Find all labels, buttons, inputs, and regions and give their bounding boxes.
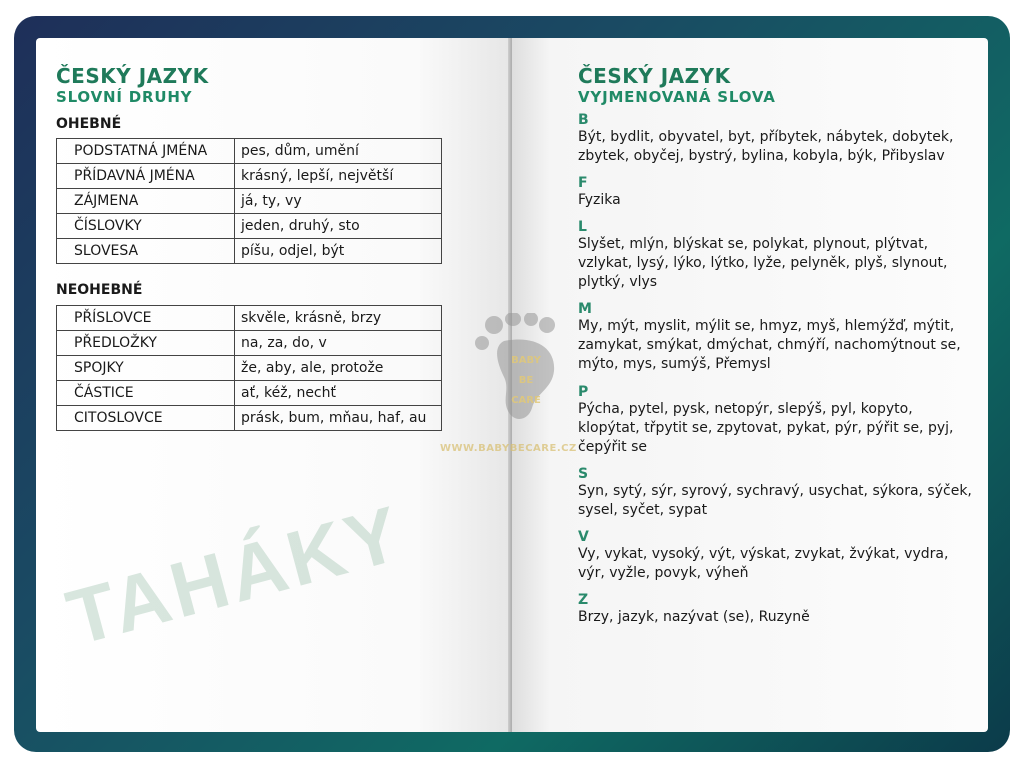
word-group	[578, 529, 978, 583]
group-letter: L	[578, 219, 587, 235]
word-class-cell: PŘEDLOŽKY	[57, 331, 235, 356]
group-letter: M	[578, 301, 592, 317]
logo-url: WWW.BABYBECARE.CZ	[440, 443, 577, 454]
example-cell: píšu, odjel, být	[235, 239, 442, 264]
word-groups	[578, 112, 978, 627]
table-row	[57, 139, 442, 164]
group-words: Vy, vykat, vysoký, výt, výskat, zvykat, žvýkat, vydra, výr, vyžle, povyk, výheň	[578, 546, 949, 581]
group-words: Fyzika	[578, 192, 621, 208]
group-words: Brzy, jazyk, nazývat (se), Ruzyně	[578, 609, 810, 625]
example-cell: skvěle, krásně, brzy	[235, 306, 442, 331]
table-row	[57, 239, 442, 264]
group-letter: P	[578, 384, 589, 400]
table-row	[57, 189, 442, 214]
word-class-cell: PODSTATNÁ JMÉNA	[57, 139, 235, 164]
left-page	[36, 38, 512, 732]
example-cell: já, ty, vy	[235, 189, 442, 214]
table-row	[57, 381, 442, 406]
left-page-subtitle: SLOVNÍ DRUHY	[56, 88, 193, 106]
example-cell: prásk, bum, mňau, haf, au	[235, 406, 442, 431]
group-words: Být, bydlit, obyvatel, byt, příbytek, nábytek, dobytek, zbytek, obyčej, bystrý, bylina, kobyla, býk, Přibyslav	[578, 129, 954, 164]
group-letter: S	[578, 466, 589, 482]
word-group	[578, 219, 978, 292]
word-class-cell: PŘÍSLOVCE	[57, 306, 235, 331]
word-class-cell: ZÁJMENA	[57, 189, 235, 214]
table-row	[57, 164, 442, 189]
example-cell: jeden, druhý, sto	[235, 214, 442, 239]
word-group	[578, 175, 978, 210]
left-header	[56, 64, 209, 106]
group-letter: F	[578, 175, 588, 191]
word-class-cell: CITOSLOVCE	[57, 406, 235, 431]
right-page-title: ČESKÝ JAZYK	[578, 64, 731, 88]
word-class-cell: SPOJKY	[57, 356, 235, 381]
ohebne-table	[56, 138, 442, 264]
watermark-text: TAHÁKY	[58, 488, 413, 662]
table-row	[57, 331, 442, 356]
word-class-cell: ČÁSTICE	[57, 381, 235, 406]
word-class-cell: ČÍSLOVKY	[57, 214, 235, 239]
neohebne-heading: NEOHEBNÉ	[56, 282, 143, 298]
group-words: Pýcha, pytel, pysk, netopýr, slepýš, pyl, kopyto, klopýtat, třpytit se, zpytovat, pykat, pýr, pýřit se, pyj, čepýřit se	[578, 401, 954, 455]
word-group	[578, 592, 978, 627]
group-words: Slyšet, mlýn, blýskat se, polykat, plynout, plýtvat, vzlykat, lysý, lýko, lýtko, lyže, pelyněk, plyš, slynout, plytký, vlys	[578, 236, 948, 290]
word-class-cell: SLOVESA	[57, 239, 235, 264]
table-row	[57, 356, 442, 381]
neohebne-table	[56, 305, 442, 431]
group-letter: V	[578, 529, 589, 545]
word-class-cell: PŘÍDAVNÁ JMÉNA	[57, 164, 235, 189]
right-page-subtitle: VYJMENOVANÁ SLOVA	[578, 88, 776, 106]
word-group	[578, 301, 978, 374]
logo-text-line: BABY	[511, 355, 541, 366]
example-cell: pes, dům, umění	[235, 139, 442, 164]
group-letter: Z	[578, 592, 589, 608]
right-content	[578, 64, 978, 627]
group-letter: B	[578, 112, 589, 128]
footprint-logo-icon	[474, 313, 574, 423]
group-words: Syn, sytý, sýr, syrový, sychravý, usychat, sýkora, sýček, sysel, syčet, sypat	[578, 483, 972, 518]
word-group	[578, 466, 978, 520]
table-row	[57, 306, 442, 331]
table-row	[57, 214, 442, 239]
group-words: My, mýt, myslit, mýlit se, hmyz, myš, hlemýžď, mýtit, zamykat, smýkat, dmýchat, chmýří, nachomýtnout se, mýto, mys, sumýš, Přemysl	[578, 318, 961, 372]
logo-text-line: BE	[518, 375, 534, 386]
example-cell: na, za, do, v	[235, 331, 442, 356]
left-page-title: ČESKÝ JAZYK	[56, 64, 209, 88]
example-cell: ať, kéž, nechť	[235, 381, 442, 406]
word-group	[578, 384, 978, 457]
example-cell: krásný, lepší, největší	[235, 164, 442, 189]
word-group	[578, 112, 978, 166]
ohebne-heading: OHEBNÉ	[56, 116, 122, 132]
table-row	[57, 406, 442, 431]
right-page	[512, 38, 988, 732]
logo-text-line: CARE	[511, 395, 541, 406]
example-cell: že, aby, ale, protože	[235, 356, 442, 381]
